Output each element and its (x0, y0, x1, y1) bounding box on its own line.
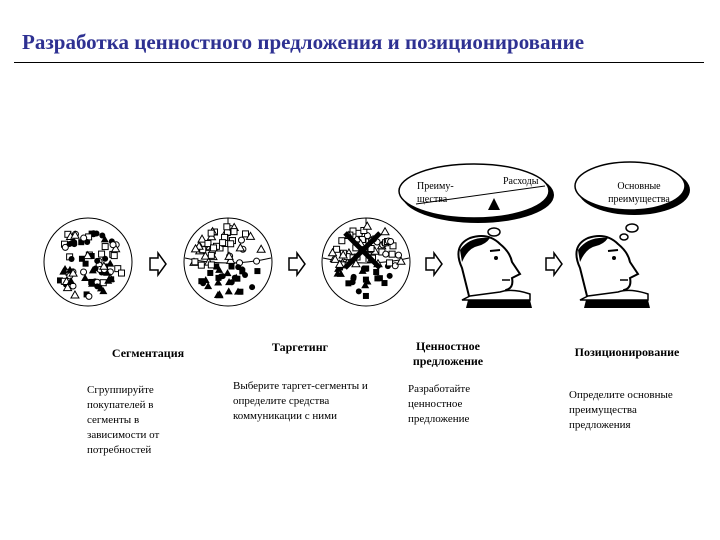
stage-desc-segmentation: Сгруппируйте покупателей в сегменты в зависимости от потребностей (87, 384, 160, 456)
customer-marker (249, 284, 255, 290)
thinking-head-icon (576, 236, 650, 308)
customer-marker (220, 273, 226, 279)
customer-marker (228, 241, 234, 247)
arrow-right-icon (289, 253, 305, 275)
customer-marker (231, 229, 237, 235)
stage-title-targeting: Таргетинг (271, 340, 329, 354)
thinking-head-icon (458, 236, 532, 308)
customer-marker (383, 251, 389, 257)
customer-marker (86, 293, 92, 299)
cloud-key-label-1: Основные (617, 181, 661, 192)
customer-marker (198, 262, 204, 268)
customer-marker (339, 238, 345, 244)
customer-marker (88, 279, 94, 285)
stage-desc-value-proposition: Разработайте ценностное предложение (408, 383, 471, 425)
customer-marker (208, 252, 214, 258)
customer-marker (387, 260, 393, 266)
segmentation-circle (44, 218, 132, 306)
customer-marker (110, 242, 116, 248)
customer-marker (363, 293, 369, 299)
stage-title-value-proposition: Ценностное предложение (412, 339, 484, 368)
customer-marker (207, 270, 213, 276)
customer-marker (362, 266, 368, 272)
stage-title-segmentation: Сегментация (111, 346, 185, 360)
customer-marker (387, 273, 393, 279)
customer-marker (351, 274, 357, 280)
customer-marker (238, 237, 244, 243)
customer-marker (94, 258, 100, 264)
arrow-right-icon (426, 253, 442, 275)
customer-marker (94, 231, 100, 237)
customer-marker (377, 275, 383, 281)
customer-marker (108, 276, 114, 282)
cloud-costs-label: Расходы (503, 176, 539, 187)
customer-marker (81, 235, 87, 241)
customer-marker (102, 256, 108, 262)
page-title: Разработка ценностного предложения и позиционирование (22, 30, 585, 54)
customer-marker (389, 251, 395, 257)
customer-marker (192, 259, 198, 265)
customer-marker (224, 224, 230, 230)
customer-marker (67, 241, 73, 247)
customer-marker (200, 280, 206, 286)
cloud-key-label-2: преимущества (608, 194, 670, 205)
customer-marker (208, 230, 214, 236)
customer-marker (229, 264, 235, 270)
customer-marker (254, 258, 260, 264)
customer-marker (99, 232, 105, 238)
customer-marker (208, 262, 214, 268)
customer-marker (242, 231, 248, 237)
cloud-benefits-label-1: Преиму- (417, 181, 454, 192)
customer-marker (388, 239, 394, 245)
customer-marker (345, 280, 351, 286)
value-thinking-cloud (399, 164, 554, 244)
customer-marker (111, 253, 117, 259)
targeting-rejected-circle (322, 218, 410, 306)
customer-marker (83, 261, 89, 267)
stage-desc-positioning: Определите основные преимущества предложения (569, 389, 673, 431)
targeting-circle (184, 218, 272, 306)
arrow-right-icon (546, 253, 562, 275)
stage-desc-targeting: Выберите таргет-сегменты и определите средства коммуникации с ними (233, 380, 368, 422)
customer-marker (102, 244, 108, 250)
customer-marker (356, 288, 362, 294)
customer-marker (81, 269, 87, 275)
cloud-benefits-label-2: щества (417, 194, 448, 205)
customer-marker (93, 265, 99, 271)
customer-marker (254, 268, 260, 274)
customer-marker (239, 266, 245, 272)
arrow-right-icon (150, 253, 166, 275)
customer-marker (220, 240, 226, 246)
customer-marker (69, 256, 75, 262)
positioning-thinking-cloud (575, 162, 690, 240)
customer-marker (373, 269, 379, 275)
customer-marker (118, 270, 124, 276)
customer-marker (363, 277, 369, 283)
stage-title-positioning: Позиционирование (574, 345, 680, 359)
customer-marker (211, 245, 217, 251)
